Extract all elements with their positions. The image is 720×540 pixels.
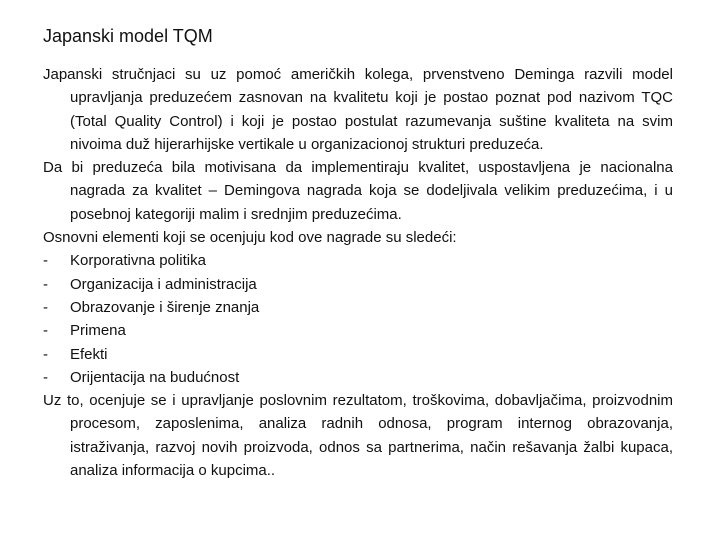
list-item-label: Organizacija i administracija bbox=[70, 275, 257, 293]
list-item bbox=[43, 296, 673, 319]
bullet-marker: - bbox=[43, 275, 48, 293]
bullet-marker: - bbox=[43, 368, 48, 386]
list-item-label: Obrazovanje i širenje znanja bbox=[70, 298, 260, 316]
slide-body bbox=[43, 63, 673, 482]
list-item bbox=[43, 366, 673, 389]
bullet-marker: - bbox=[43, 345, 48, 363]
list-item bbox=[43, 249, 673, 272]
paragraph-tqc-origin: Japanski stručnjaci su uz pomoć američkih kolega, prvenstveno Deminga razvili model upravljanja preduzećem zasnovan na kvalitetu koji je postao poznat pod nazivom TQC (Total Quality Control) i koji je postao postulat razumevanja suštine kvaliteta na svim nivoima duž hijerarhijske vertikale u organizacionoj strukturi preduzeća. bbox=[43, 66, 673, 153]
paragraph-deming-prize: Da bi preduzeća bila motivisana da implementiraju kvalitet, uspostavljena je nacionalna nagrada za kvalitet – Demingova nagrada koja se dodeljivala velikim preduzećima, i u posebnoj kategoriji malim i srednjim preduzećima. bbox=[43, 159, 673, 223]
list-item-label: Korporativna politika bbox=[70, 252, 206, 270]
list-item-label: Primena bbox=[70, 322, 126, 340]
bullet-marker: - bbox=[43, 298, 48, 316]
list-item-label: Efekti bbox=[70, 345, 108, 363]
bullet-marker: - bbox=[43, 322, 48, 340]
paragraph-additional-criteria: Uz to, ocenjuje se i upravljanje poslovnim rezultatom, troškovima, dobavljačima, proizvodnim procesom, zaposlenima, analiza radnih odnosa, program internog obrazovanja, istraživanja, razvoj novih proizvoda, odnos sa partnerima, način rešavanja žalbi kupaca, analiza informacija o kupcima.. bbox=[43, 392, 673, 480]
paragraph-evaluated-elements: Osnovni elementi koji se ocenjuju kod ove nagrade su sledeći: bbox=[43, 229, 457, 247]
list-item bbox=[43, 319, 673, 342]
list-item bbox=[43, 273, 673, 296]
slide-title: Japanski model TQM bbox=[43, 26, 213, 46]
list-item-label: Orijentacija na budućnost bbox=[70, 368, 240, 386]
list-item bbox=[43, 343, 673, 366]
bullet-marker: - bbox=[43, 252, 48, 270]
